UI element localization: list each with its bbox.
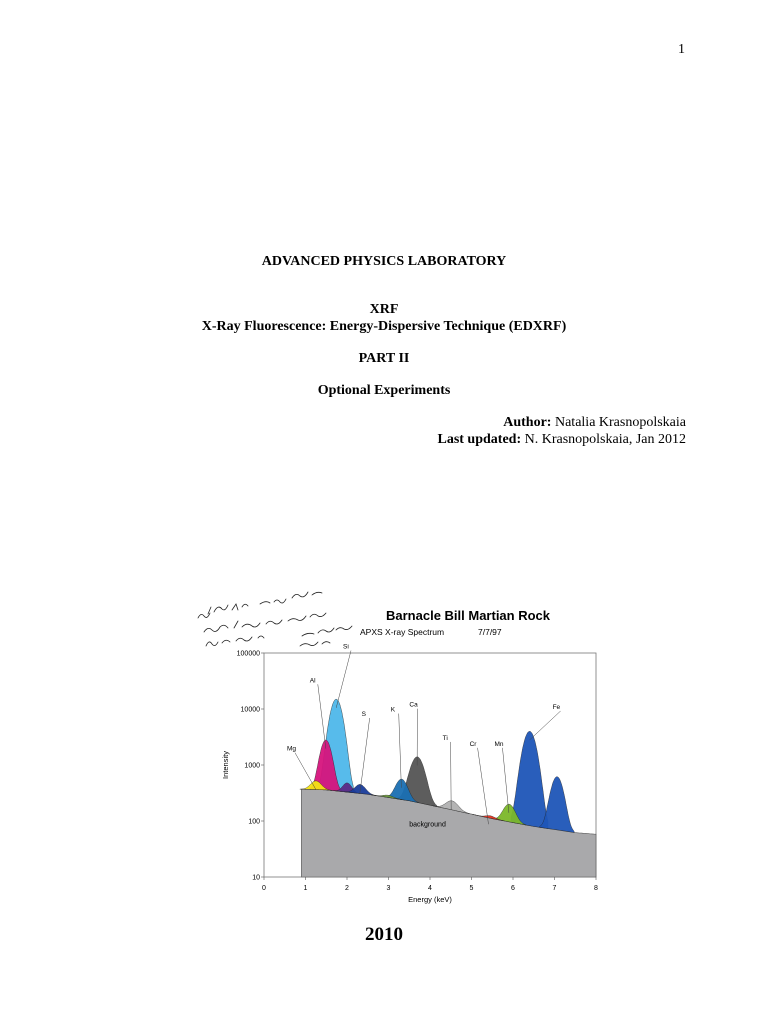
leader-ti xyxy=(451,742,452,809)
spectrum-figure xyxy=(190,570,620,915)
updated-value: N. Krasnopolskaia, Jan 2012 xyxy=(521,432,686,447)
x-tick-label: 2 xyxy=(345,885,349,892)
x-tick-label: 7 xyxy=(552,885,557,892)
plot-area xyxy=(221,644,598,904)
lab-heading: ADVANCED PHYSICS LABORATORY xyxy=(261,254,507,269)
leader-fe xyxy=(530,711,561,740)
chart-date: 7/7/97 xyxy=(478,627,502,637)
x-tick-label: 3 xyxy=(386,885,391,892)
leader-mn xyxy=(502,748,508,813)
peak-label-al: Al xyxy=(309,677,316,685)
course-heading: XRF xyxy=(369,302,399,317)
handwritten-note xyxy=(198,592,352,646)
peak-label-mg: Mg xyxy=(286,745,297,753)
year: 2010 xyxy=(365,924,403,945)
leader-mg xyxy=(295,753,316,790)
y-axis-label: Intensity xyxy=(221,751,230,779)
peak-label-k: K xyxy=(390,706,396,714)
page-number: 1 xyxy=(678,42,685,57)
leader-s xyxy=(360,718,370,793)
author-name: Natalia Krasnopolskaia xyxy=(551,415,686,430)
x-tick-label: 6 xyxy=(511,885,515,892)
x-tick-label: 8 xyxy=(594,885,598,892)
x-tick-label: 5 xyxy=(469,885,474,892)
background-label: background xyxy=(409,821,446,829)
y-tick-label: 100000 xyxy=(236,650,260,658)
chart-titles xyxy=(360,608,551,637)
x-tick-label: 0 xyxy=(262,885,266,892)
x-tick-label: 1 xyxy=(303,885,308,892)
chart-subtitle: APXS X-ray Spectrum xyxy=(360,627,445,637)
author-label: Author: xyxy=(503,415,552,430)
y-tick-label: 10000 xyxy=(240,706,260,714)
leader-cr xyxy=(478,748,489,824)
peak-label-s: S xyxy=(361,710,367,718)
chart-title: Barnacle Bill Martian Rock xyxy=(386,608,550,623)
leader-k xyxy=(399,714,402,788)
peak-label-ti: Ti xyxy=(442,734,448,742)
y-tick-label: 1000 xyxy=(244,762,260,770)
peak-label-cr: Cr xyxy=(469,740,477,748)
x-tick-label: 4 xyxy=(428,885,432,892)
updated-label: Last updated: xyxy=(437,432,522,447)
document-title: X-Ray Fluorescence: Energy-Dispersive Technique (EDXRF) xyxy=(201,319,567,334)
peak-fe xyxy=(511,731,548,828)
leader-al xyxy=(318,684,326,748)
peak-label-fe: Fe xyxy=(552,704,561,711)
peak-label-ca: Ca xyxy=(409,701,418,709)
peak-label-mn: Mn xyxy=(494,740,504,748)
part-heading: PART II xyxy=(358,351,410,366)
subtitle: Optional Experiments xyxy=(317,383,451,398)
updated-line xyxy=(437,432,686,448)
leader-si xyxy=(336,651,351,708)
peak-label-si: Si xyxy=(343,643,349,651)
y-tick-label: 100 xyxy=(248,818,260,826)
author-line xyxy=(503,415,686,431)
spectrum-chart xyxy=(190,570,620,910)
y-tick-label: 10 xyxy=(252,874,260,882)
x-axis-label: Energy (keV) xyxy=(408,895,452,904)
